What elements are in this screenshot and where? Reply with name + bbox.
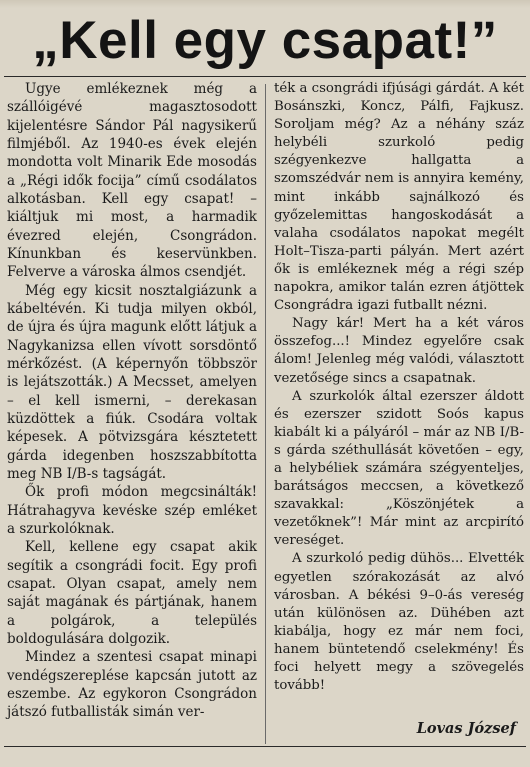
right-column — [274, 80, 524, 695]
paragraph: Mindez a szentesi csapat minapi vendégszereplése kapcsán jutott az eszembe. Az egykoron Csongrádon játszó futballisták simán ver- — [7, 649, 257, 721]
author-signature: Lovas József — [416, 720, 516, 737]
paragraph: A szurkoló pedig dühös... Elvették egyetlen szórakozását az alvó városban. A békési 9–0-ás vereség után különösen az. Dühében azt kiabálja, hogy ez már nem foci, hanem büntetendő cselekmény! És foci helyett megy a szövegelés tovább! — [274, 551, 524, 694]
paragraph-continuation: ték a csongrádi ifjúsági gárdát. A két Bosánszki, Koncz, Pálfi, Fajkusz. Soroljam még? Az a néhány száz helybéli szurkoló pedig szégyenkezve hallgatta a szomszédvár nem is annyira kemény, mint inkább sajnálkozó és győzelemittas hangoskodását a valaha csodálatos napokat megélt Holt–Tisza-parti pályán. Mert azért ők is emlékeznek még a régi szép napokra, amikor talán ezren átjöttek Csongrádra igazi futballt nézni. — [274, 81, 525, 314]
paragraph: Ugye emlékeznek még a szállóigévé magasztosodott kijelentésre Sándor Pál nagysikerű filmjéből. Az 1940-es évek elején mondotta volt Minarik Ede mosodás a „Régi idők focija” című csodálatos alkotásban. Kell egy csapat! – kiáltjuk mi most, a harmadik évezred elején, Csongrádon. Kínunkban és keservünkben. Felverve a városka álmos csendjét. — [7, 81, 257, 281]
paragraph: A szurkolók által ezerszer áldott és ezerszer szidott Soós kapus kiabált ki a pályáról – már az NB I/B-s gárda széthullását követően – egy, a helybéliek számára szégyenteljes, barátságos meccsen, a következő szavakkal: „Köszönjétek a vezetőknek”! Már mint az arcpirító vereséget. — [274, 388, 524, 549]
paragraph: Nagy kár! Mert ha a két város összefog...! Mindez egyelőre csak álom! Jelenleg még valódi, választott vezetősége sincs a csapatnak. — [274, 316, 524, 386]
bottom-rule — [4, 746, 526, 747]
column-divider — [265, 84, 266, 744]
top-rule — [4, 76, 526, 77]
paragraph: Ők profi módon megcsinálták! Hátrahagyva kevéske szép emléket a szurkolóknak. — [7, 484, 257, 537]
paragraph: Még egy kicsit nosztalgiázunk a kábeltévén. Ki tudja milyen okból, de újra és újra magunk előtt látjuk a Nagykanizsa ellen vívott sorsdöntő mérkőzést. (A képernyőn többször is lejátszották.) A Mecsset, amelyen – el kell ismerni, – derekasan küzdöttek a fiúk. Csodára voltak képesek. A pötvizsgára késztetett gárda idegenben hoszszabbította meg NB I/B-s tagságát. — [7, 282, 257, 482]
paragraph: Kell, kellene egy csapat akik segítik a csongrádi focit. Egy profi csapat. Olyan csapat, amely nem saját magának és pártjának, hanem a polgárok, a település boldogulására dolgozik. — [7, 539, 257, 647]
left-column — [7, 80, 257, 721]
article-headline: „Kell egy csapat!” — [32, 11, 498, 70]
